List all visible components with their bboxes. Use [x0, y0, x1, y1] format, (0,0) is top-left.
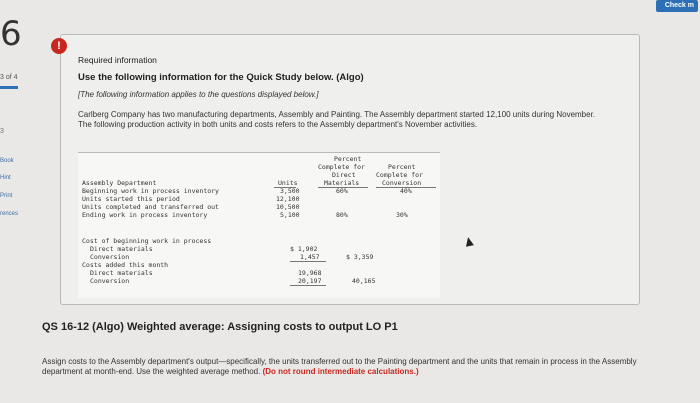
row-units-4: 5,100	[280, 211, 300, 219]
cost-added-total: 40,165	[352, 277, 376, 285]
left-nav	[0, 0, 60, 403]
cost-conv-label: Conversion	[90, 253, 130, 261]
book-link[interactable]: Book	[0, 158, 14, 164]
print-link[interactable]: Print	[0, 193, 13, 199]
question-title: QS 16-12 (Algo) Weighted average: Assigning costs to output LO P1	[42, 321, 398, 333]
info-note: [The following information applies to the questions displayed below.]	[78, 90, 319, 99]
row-units-3: 10,500	[276, 203, 300, 211]
question-emphasis: (Do not round intermediate calculations.)	[262, 367, 419, 376]
row-units-2: 12,100	[276, 195, 300, 203]
cost-beginning-total: $ 3,359	[346, 253, 374, 261]
header-units: Units	[278, 179, 298, 187]
progress-bar	[0, 86, 18, 89]
row-label-1: Beginning work in process inventory	[82, 187, 219, 195]
row-units-1: 3,500	[280, 187, 300, 195]
header-pc-1: Percent	[388, 163, 416, 171]
required-info-title: Required information	[78, 55, 157, 65]
header-pm-4: Materials	[324, 179, 360, 187]
cost-added-conv-value: 20,197	[298, 277, 322, 285]
hint-link[interactable]: Hint	[0, 175, 11, 181]
part-number: 3	[0, 128, 4, 135]
header-pc-2: Complete for	[376, 171, 423, 179]
row-materials-1: 60%	[336, 187, 348, 195]
cost-added-conv-rule	[290, 285, 326, 286]
cost-conv-value: 1,457	[300, 253, 320, 261]
row-label-4: Ending work in process inventory	[82, 211, 208, 219]
question-text: Assign costs to the Assembly department's output—specifically, the units transferred out to the Painting department and the units that remain in process in the Assembly department at month-end. Use the weighted average method.	[42, 357, 637, 376]
cost-beginning-label: Cost of beginning work in process	[82, 237, 212, 245]
check-my-work-button[interactable]: Check m	[656, 0, 698, 12]
question-number: 6	[0, 14, 22, 54]
header-pm-1: Percent	[334, 155, 362, 163]
cost-added-label: Costs added this month	[82, 261, 169, 269]
cost-dm-value: $ 1,902	[290, 245, 318, 253]
cost-added-conv-label: Conversion	[90, 277, 130, 285]
references-link[interactable]: rences	[0, 211, 19, 217]
cost-added-dm-value: 19,968	[298, 269, 322, 277]
cost-dm-label: Direct materials	[90, 245, 153, 253]
alert-icon: !	[51, 38, 67, 54]
progress-text: 3 of 4	[0, 74, 18, 81]
header-pc-3: Conversion	[382, 179, 422, 187]
info-description: Carlberg Company has two manufacturing departments, Assembly and Painting. The Assembly department started 12,100 units during November. The following production activity in both units and costs refers to the Assembly department's November activities.	[78, 110, 596, 129]
row-conversion-4: 30%	[396, 211, 408, 219]
question-description	[42, 357, 642, 377]
row-materials-4: 80%	[336, 211, 348, 219]
cost-added-dm-label: Direct materials	[90, 269, 153, 277]
header-pm-2: Complete for	[318, 163, 365, 171]
row-label-3: Units completed and transferred out	[82, 203, 219, 211]
info-subtitle: Use the following information for the Quick Study below. (Algo)	[78, 72, 364, 83]
cost-conv-rule	[290, 261, 326, 262]
header-pm-3: Direct	[332, 171, 356, 179]
section-title: Assembly Department	[82, 179, 157, 187]
row-label-2: Units started this period	[82, 195, 180, 203]
data-table	[78, 152, 440, 298]
mouse-cursor-icon	[464, 236, 474, 246]
row-conversion-1: 40%	[400, 187, 412, 195]
